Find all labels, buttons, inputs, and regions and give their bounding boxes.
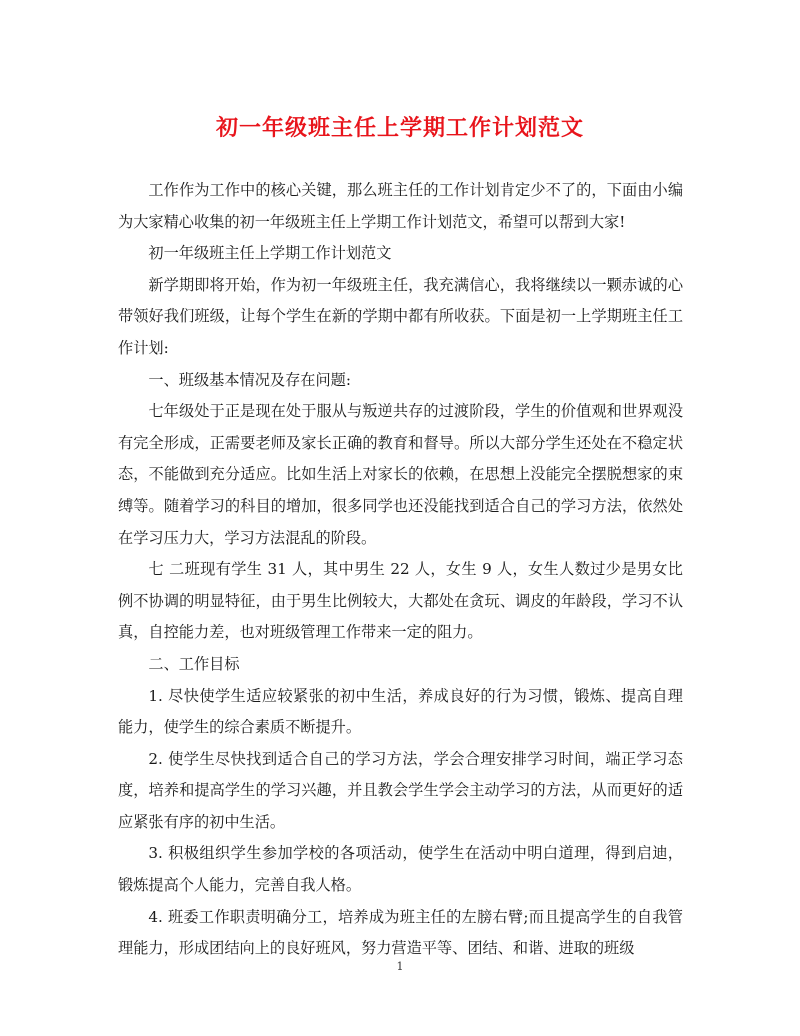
goal-item-3: 3. 积极组织学生参加学校的各项活动，使学生在活动中明白道理，得到启迪，锻炼提高个人能力，完善自我人格。 [118, 844, 683, 895]
document-title: 初一年级班主任上学期工作计划范文 [215, 115, 584, 141]
goal-item-1: 1. 尽快使学生适应较紧张的初中生活，养成良好的行为习惯，锻炼、提高自理能力，使学生的综合素质不断提升。 [118, 686, 683, 737]
document-body [118, 175, 683, 965]
situation-paragraph: 七年级处于正是现在处于服从与叛逆共存的过渡阶段，学生的价值观和世界观没有完全形成，正需要老师及家长正确的教育和督导。所以大部分学生还处在不稳定状态，不能做到充分适应。比如生活上对家长的依赖，在思想上没能完全摆脱想家的束缚等。随着学习的科目的增加，很多同学也还没能找到适合自己的学习方法，依然处在学习压力大，学习方法混乱的阶段。 [118, 402, 683, 547]
section-heading-2: 二、工作目标 [148, 654, 240, 673]
goal-item-2: 2. 使学生尽快找到适合自己的学习方法，学会合理安排学习时间，端正学习态度，培养和提高学生的学习兴趣，并且教会学生学会主动学习的方法，从而更好的适应紧张有序的初中生活。 [118, 749, 683, 831]
subtitle-line: 初一年级班主任上学期工作计划范文 [148, 244, 392, 263]
opening-paragraph: 新学期即将开始，作为初一年级班主任，我充满信心，我将继续以一颗赤诚的心带领好我们班级，让每个学生在新的学期中都有所收获。下面是初一上学期班主任工作计划: [118, 275, 683, 357]
goal-item-4: 4. 班委工作职责明确分工，培养成为班主任的左膀右臂;而且提高学生的自我管理能力，形成团结向上的良好班风，努力营造平等、团结、和谐、进取的班级 [118, 907, 683, 958]
section-heading-1: 一、班级基本情况及存在问题: [148, 370, 351, 389]
class-stats-paragraph: 七 二班现有学生 31 人，其中男生 22 人，女生 9 人，女生人数过少是男女比例不协调的明显特征，由于男生比例较大，大都处在贪玩、调皮的年龄段，学习不认真，自控能力差，也对班级管理工作带来一定的阻力。 [118, 560, 683, 642]
page-number: 1 [396, 960, 404, 973]
intro-paragraph: 工作作为工作中的核心关键，那么班主任的工作计划肯定少不了的，下面由小编为大家精心收集的初一年级班主任上学期工作计划范文，希望可以帮到大家! [118, 181, 683, 231]
